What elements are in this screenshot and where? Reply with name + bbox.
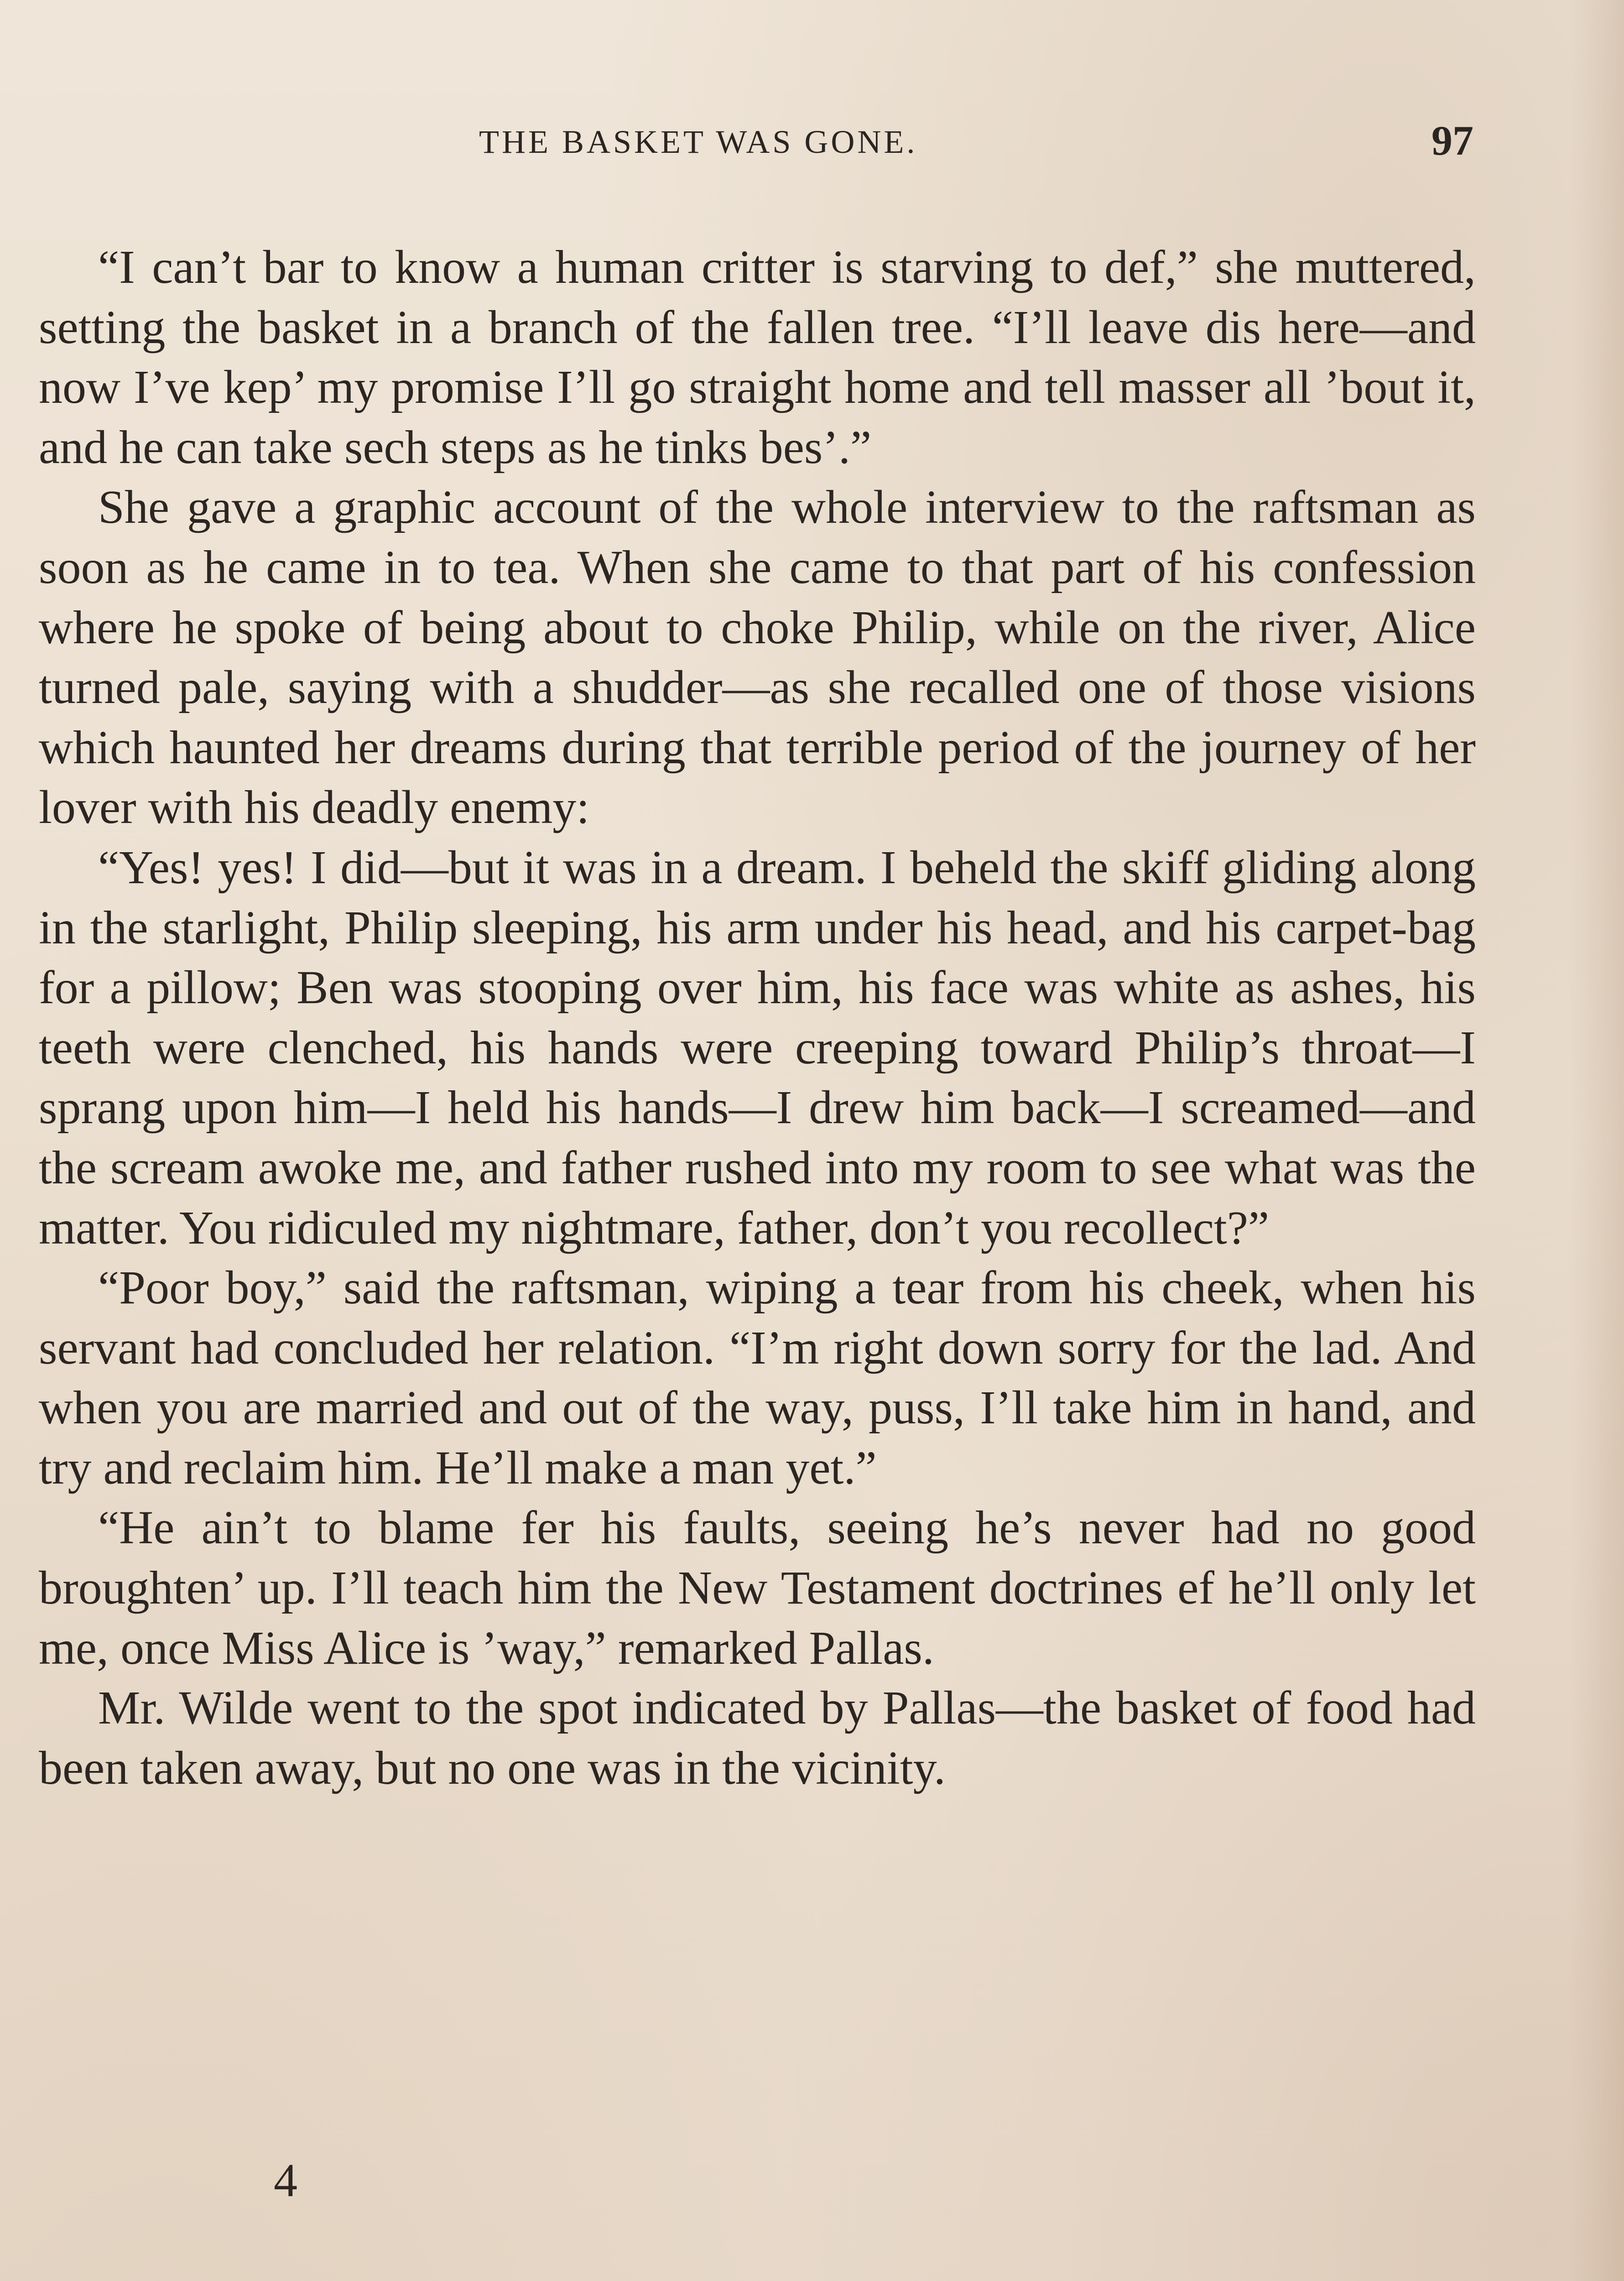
paragraph: “Yes! yes! I did—but it was in a dream. I beheld the skiff gliding along in the starlight, Philip sleeping, his arm under his head, and his carpet-bag for a pillow; Ben was stooping over him, his face was white as ashes, his teeth were clenched, his hands were creeping toward Philip’s throat—I sprang upon him—I held his hands—I drew him back—I screamed—and the scream awoke me, and father rushed into my room to see what was the matter. You ridiculed my nightmare, father, don’t you recollect?”: [39, 841, 1476, 1254]
paragraph: “Poor boy,” said the raftsman, wiping a tear from his cheek, when his servant had concluded her relation. “I’m right down sorry for the lad. And when you are married and out of the way, puss, I’ll take him in hand, and try and reclaim him. He’ll make a man yet.”: [39, 1261, 1476, 1494]
paragraph: She gave a graphic account of the whole interview to the raftsman as soon as he came in to tea. When she came to that part of his confession where he spoke of being about to choke Philip, while on the river, Alice turned pale, saying with a shudder—as she recalled one of those visions which haunted her dreams during that terrible period of the journey of her lover with his deadly enemy:: [39, 481, 1476, 834]
page-edge-shadow: [1569, 0, 1624, 2281]
signature-mark: 4: [274, 2154, 297, 2207]
paragraph: Mr. Wilde went to the spot indicated by Pallas—the basket of food had been taken away, but no one was in the vicinity.: [39, 1682, 1476, 1794]
body-text: [39, 237, 1476, 1798]
running-head: THE BASKET WAS GONE.: [479, 124, 918, 160]
paragraph: “I can’t bar to know a human critter is starving to def,” she muttered, setting the basket in a branch of the fallen tree. “I’ll leave dis here—and now I’ve kep’ my promise I’ll go straight home and tell masser all ’bout it, and he can take sech steps as he tinks bes’.”: [39, 241, 1476, 474]
paragraph: “He ain’t to blame fer his faults, seeing he’s never had no good broughten’ up. I’ll teach him the New Testament doctrines ef he’ll only let me, once Miss Alice is ’way,” remarked Pallas.: [39, 1501, 1476, 1674]
page-number: 97: [1431, 117, 1473, 164]
